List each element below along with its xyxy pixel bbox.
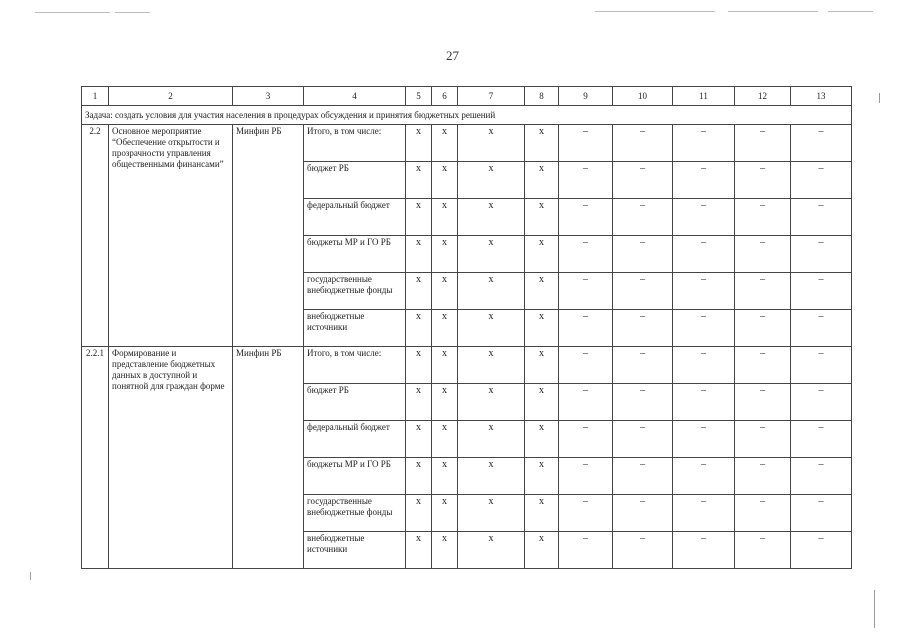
table-row xyxy=(82,125,852,162)
cell-x-mark: x xyxy=(432,384,458,421)
cell-x-mark: x xyxy=(406,458,432,495)
cell-dash: – xyxy=(791,532,852,569)
scan-artifact-line xyxy=(828,11,873,12)
cell-dash: – xyxy=(673,347,735,384)
cell-dash: – xyxy=(673,458,735,495)
cell-dash: – xyxy=(613,162,673,199)
cell-dash: – xyxy=(559,495,613,532)
cell-x-mark: x xyxy=(458,125,525,162)
cell-dash: – xyxy=(559,347,613,384)
funding-source: федеральный бюджет xyxy=(304,199,406,236)
cell-x-mark: x xyxy=(432,162,458,199)
task-row xyxy=(82,106,852,125)
cell-dash: – xyxy=(559,236,613,273)
activity-name: Формирование и представление бюджетных данных в доступной и понятной для граждан форме xyxy=(109,347,233,569)
cell-dash: – xyxy=(735,310,791,347)
cell-dash: – xyxy=(673,495,735,532)
cell-dash: – xyxy=(735,384,791,421)
cell-dash: – xyxy=(735,199,791,236)
scan-artifact-line xyxy=(728,11,818,12)
cell-x-mark: x xyxy=(525,495,559,532)
cell-dash: – xyxy=(613,125,673,162)
header-cell: 1 xyxy=(82,87,109,106)
cell-dash: – xyxy=(613,495,673,532)
page-number: 27 xyxy=(446,48,459,63)
cell-dash: – xyxy=(673,125,735,162)
cell-dash: – xyxy=(613,199,673,236)
cell-dash: – xyxy=(791,421,852,458)
cell-dash: – xyxy=(673,421,735,458)
funding-source: бюджет РБ xyxy=(304,162,406,199)
cell-dash: – xyxy=(791,273,852,310)
margin-mark xyxy=(30,572,31,580)
header-cell: 8 xyxy=(525,87,559,106)
cell-x-mark: x xyxy=(406,532,432,569)
budget-table xyxy=(81,86,852,569)
cell-x-mark: x xyxy=(406,495,432,532)
cell-x-mark: x xyxy=(406,236,432,273)
funding-source: бюджеты МР и ГО РБ xyxy=(304,236,406,273)
funding-source: внебюджетные источники xyxy=(304,310,406,347)
header-cell: 11 xyxy=(673,87,735,106)
cell-dash: – xyxy=(791,458,852,495)
cell-dash: – xyxy=(673,273,735,310)
cell-dash: – xyxy=(735,273,791,310)
cell-x-mark: x xyxy=(432,273,458,310)
cell-dash: – xyxy=(735,347,791,384)
cell-x-mark: x xyxy=(525,384,559,421)
cell-x-mark: x xyxy=(432,421,458,458)
cell-x-mark: x xyxy=(432,236,458,273)
cell-x-mark: x xyxy=(458,384,525,421)
executor-name: Минфин РБ xyxy=(233,347,304,569)
funding-source: бюджеты МР и ГО РБ xyxy=(304,458,406,495)
activity-code: 2.2 xyxy=(82,125,109,347)
cell-dash: – xyxy=(559,384,613,421)
header-cell: 5 xyxy=(406,87,432,106)
cell-x-mark: x xyxy=(458,532,525,569)
funding-source: Итого, в том числе: xyxy=(304,347,406,384)
cell-dash: – xyxy=(735,236,791,273)
cell-dash: – xyxy=(613,421,673,458)
cell-dash: – xyxy=(613,236,673,273)
cell-dash: – xyxy=(791,347,852,384)
cell-dash: – xyxy=(791,384,852,421)
cell-x-mark: x xyxy=(406,125,432,162)
cell-dash: – xyxy=(613,384,673,421)
cell-dash: – xyxy=(613,458,673,495)
funding-source: федеральный бюджет xyxy=(304,421,406,458)
scan-artifact-line xyxy=(115,12,150,13)
cell-x-mark: x xyxy=(458,495,525,532)
cell-dash: – xyxy=(673,532,735,569)
cell-x-mark: x xyxy=(525,236,559,273)
header-cell: 9 xyxy=(559,87,613,106)
cell-x-mark: x xyxy=(432,199,458,236)
cell-x-mark: x xyxy=(525,273,559,310)
cell-x-mark: x xyxy=(525,532,559,569)
scan-artifact-line xyxy=(595,11,715,12)
cell-dash: – xyxy=(559,273,613,310)
cell-dash: – xyxy=(673,310,735,347)
cell-x-mark: x xyxy=(525,421,559,458)
cell-dash: – xyxy=(791,236,852,273)
cell-dash: – xyxy=(791,199,852,236)
funding-source: бюджет РБ xyxy=(304,384,406,421)
cell-dash: – xyxy=(735,125,791,162)
cell-x-mark: x xyxy=(525,199,559,236)
cell-x-mark: x xyxy=(525,162,559,199)
cell-x-mark: x xyxy=(458,310,525,347)
activity-name: Основное мероприятие “Обеспечение открытости и прозрачности управления общественными финансами” xyxy=(109,125,233,347)
cell-dash: – xyxy=(791,162,852,199)
cell-x-mark: x xyxy=(406,347,432,384)
cell-dash: – xyxy=(673,384,735,421)
cell-dash: – xyxy=(735,162,791,199)
header-cell: 2 xyxy=(109,87,233,106)
scan-artifact-line xyxy=(35,12,110,13)
cell-x-mark: x xyxy=(458,236,525,273)
header-cell: 12 xyxy=(735,87,791,106)
cell-x-mark: x xyxy=(458,162,525,199)
executor-name: Минфин РБ xyxy=(233,125,304,347)
cell-x-mark: x xyxy=(458,458,525,495)
cell-dash: – xyxy=(559,421,613,458)
cell-dash: – xyxy=(559,125,613,162)
cell-x-mark: x xyxy=(458,199,525,236)
cell-dash: – xyxy=(673,236,735,273)
cell-dash: – xyxy=(673,162,735,199)
header-cell: 13 xyxy=(791,87,852,106)
cell-x-mark: x xyxy=(406,384,432,421)
funding-source: Итого, в том числе: xyxy=(304,125,406,162)
cell-x-mark: x xyxy=(432,532,458,569)
activity-code: 2.2.1 xyxy=(82,347,109,569)
funding-source: внебюджетные источники xyxy=(304,532,406,569)
cell-x-mark: x xyxy=(406,199,432,236)
margin-mark xyxy=(874,590,875,628)
cell-dash: – xyxy=(559,532,613,569)
cell-dash: – xyxy=(735,421,791,458)
cell-x-mark: x xyxy=(406,162,432,199)
header-row xyxy=(82,87,852,106)
cell-x-mark: x xyxy=(432,347,458,384)
cell-dash: – xyxy=(559,458,613,495)
cell-dash: – xyxy=(613,532,673,569)
cell-x-mark: x xyxy=(432,495,458,532)
cell-x-mark: x xyxy=(525,310,559,347)
cell-dash: – xyxy=(559,162,613,199)
cell-x-mark: x xyxy=(432,458,458,495)
cell-x-mark: x xyxy=(525,458,559,495)
cell-x-mark: x xyxy=(525,125,559,162)
cell-x-mark: x xyxy=(458,421,525,458)
header-cell: 3 xyxy=(233,87,304,106)
header-cell: 4 xyxy=(304,87,406,106)
cell-dash: – xyxy=(735,458,791,495)
cell-x-mark: x xyxy=(406,421,432,458)
cell-x-mark: x xyxy=(525,347,559,384)
cell-dash: – xyxy=(559,199,613,236)
cell-dash: – xyxy=(673,199,735,236)
cell-x-mark: x xyxy=(406,310,432,347)
cell-dash: – xyxy=(791,125,852,162)
funding-source: государственные внебюджетные фонды xyxy=(304,495,406,532)
table-row xyxy=(82,347,852,384)
margin-mark xyxy=(879,93,880,103)
cell-x-mark: x xyxy=(458,347,525,384)
cell-dash: – xyxy=(559,310,613,347)
cell-x-mark: x xyxy=(458,273,525,310)
header-cell: 7 xyxy=(458,87,525,106)
header-cell: 6 xyxy=(432,87,458,106)
header-cell: 10 xyxy=(613,87,673,106)
cell-dash: – xyxy=(613,310,673,347)
cell-dash: – xyxy=(735,532,791,569)
cell-dash: – xyxy=(791,310,852,347)
cell-x-mark: x xyxy=(432,310,458,347)
task-text: Задача: создать условия для участия населения в процедурах обсуждения и принятия бюджетных решений xyxy=(82,106,852,125)
cell-dash: – xyxy=(735,495,791,532)
cell-dash: – xyxy=(791,495,852,532)
funding-source: государственные внебюджетные фонды xyxy=(304,273,406,310)
cell-dash: – xyxy=(613,347,673,384)
cell-x-mark: x xyxy=(432,125,458,162)
cell-x-mark: x xyxy=(406,273,432,310)
cell-dash: – xyxy=(613,273,673,310)
